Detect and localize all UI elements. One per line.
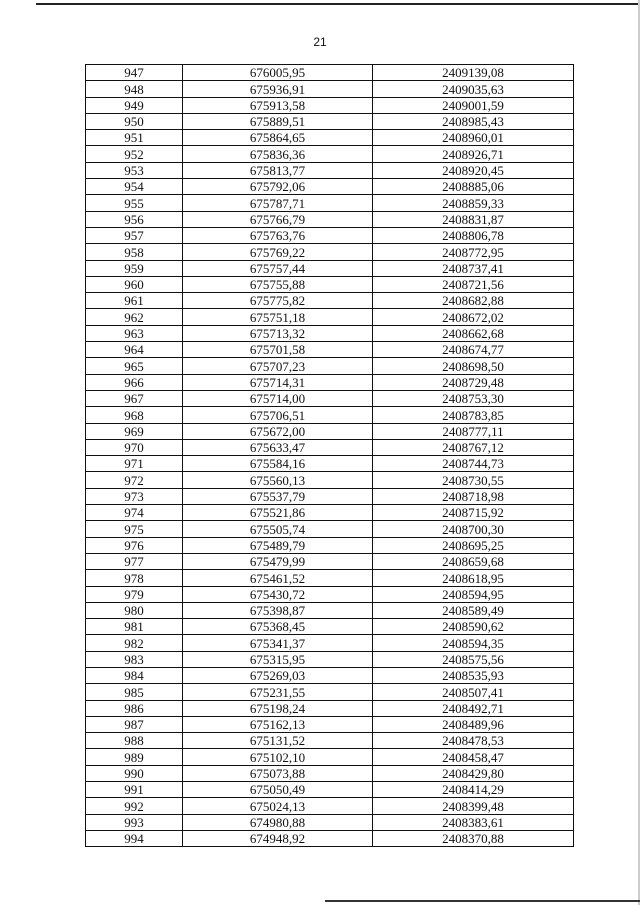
- y-coordinate-cell: 2408753,30: [373, 390, 574, 406]
- point-number-cell: 963: [86, 325, 183, 341]
- point-number-cell: 954: [86, 179, 183, 195]
- point-number-cell: 967: [86, 390, 183, 406]
- point-number-cell: 977: [86, 553, 183, 569]
- table-row: [86, 602, 574, 618]
- y-coordinate-cell: 2408618,95: [373, 570, 574, 586]
- point-number-cell: 993: [86, 814, 183, 830]
- y-coordinate-cell: 2408674,77: [373, 342, 574, 358]
- table-row: [86, 195, 574, 211]
- point-number-cell: 992: [86, 798, 183, 814]
- table-row: [86, 342, 574, 358]
- x-coordinate-cell: 675766,79: [183, 211, 373, 227]
- table-row: [86, 553, 574, 569]
- table-row: [86, 374, 574, 390]
- table-row: [86, 309, 574, 325]
- point-number-cell: 990: [86, 765, 183, 781]
- table-row: [86, 439, 574, 455]
- table-row: [86, 684, 574, 700]
- point-number-cell: 953: [86, 162, 183, 178]
- table-row: [86, 325, 574, 341]
- table-row: [86, 146, 574, 162]
- x-coordinate-cell: 675913,58: [183, 97, 373, 113]
- y-coordinate-cell: 2408414,29: [373, 782, 574, 798]
- x-coordinate-cell: 675050,49: [183, 782, 373, 798]
- point-number-cell: 948: [86, 81, 183, 97]
- page-number: 21: [313, 35, 327, 49]
- y-coordinate-cell: 2408662,68: [373, 325, 574, 341]
- table-row: [86, 488, 574, 504]
- x-coordinate-cell: 675505,74: [183, 521, 373, 537]
- point-number-cell: 969: [86, 423, 183, 439]
- point-number-cell: 974: [86, 505, 183, 521]
- x-coordinate-cell: 675537,79: [183, 488, 373, 504]
- x-coordinate-cell: 674980,88: [183, 814, 373, 830]
- x-coordinate-cell: 675521,86: [183, 505, 373, 521]
- point-number-cell: 951: [86, 130, 183, 146]
- table-row: [86, 276, 574, 292]
- table-row: [86, 472, 574, 488]
- y-coordinate-cell: 2408772,95: [373, 244, 574, 260]
- point-number-cell: 973: [86, 488, 183, 504]
- x-coordinate-cell: 675073,88: [183, 765, 373, 781]
- x-coordinate-cell: 675792,06: [183, 179, 373, 195]
- point-number-cell: 959: [86, 260, 183, 276]
- y-coordinate-cell: 2408489,96: [373, 716, 574, 732]
- point-number-cell: 956: [86, 211, 183, 227]
- y-coordinate-cell: 2408715,92: [373, 505, 574, 521]
- table-row: [86, 65, 574, 81]
- point-number-cell: 978: [86, 570, 183, 586]
- coordinates-table-body: [86, 65, 574, 847]
- x-coordinate-cell: 675813,77: [183, 162, 373, 178]
- table-row: [86, 423, 574, 439]
- y-coordinate-cell: 2408507,41: [373, 684, 574, 700]
- table-row: [86, 81, 574, 97]
- y-coordinate-cell: 2408695,25: [373, 537, 574, 553]
- point-number-cell: 984: [86, 667, 183, 683]
- y-coordinate-cell: 2408985,43: [373, 113, 574, 129]
- point-number-cell: 958: [86, 244, 183, 260]
- x-coordinate-cell: 675751,18: [183, 309, 373, 325]
- y-coordinate-cell: 2408672,02: [373, 309, 574, 325]
- x-coordinate-cell: 675775,82: [183, 293, 373, 309]
- table-row: [86, 97, 574, 113]
- x-coordinate-cell: 675479,99: [183, 553, 373, 569]
- y-coordinate-cell: 2408737,41: [373, 260, 574, 276]
- y-coordinate-cell: 2408429,80: [373, 765, 574, 781]
- table-row: [86, 211, 574, 227]
- point-number-cell: 972: [86, 472, 183, 488]
- y-coordinate-cell: 2409035,63: [373, 81, 574, 97]
- x-coordinate-cell: 675269,03: [183, 667, 373, 683]
- x-coordinate-cell: 675757,44: [183, 260, 373, 276]
- y-coordinate-cell: 2408594,35: [373, 635, 574, 651]
- point-number-cell: 961: [86, 293, 183, 309]
- point-number-cell: 988: [86, 733, 183, 749]
- point-number-cell: 966: [86, 374, 183, 390]
- table-row: [86, 521, 574, 537]
- y-coordinate-cell: 2408767,12: [373, 439, 574, 455]
- point-number-cell: 952: [86, 146, 183, 162]
- x-coordinate-cell: 675787,71: [183, 195, 373, 211]
- x-coordinate-cell: 675864,65: [183, 130, 373, 146]
- y-coordinate-cell: 2408370,88: [373, 830, 574, 846]
- y-coordinate-cell: 2408806,78: [373, 227, 574, 243]
- point-number-cell: 947: [86, 65, 183, 81]
- table-row: [86, 570, 574, 586]
- table-row: [86, 179, 574, 195]
- x-coordinate-cell: 675755,88: [183, 276, 373, 292]
- point-number-cell: 991: [86, 782, 183, 798]
- point-number-cell: 971: [86, 456, 183, 472]
- point-number-cell: 957: [86, 227, 183, 243]
- y-coordinate-cell: 2408492,71: [373, 700, 574, 716]
- coordinates-table: [85, 64, 574, 847]
- point-number-cell: 986: [86, 700, 183, 716]
- x-coordinate-cell: 675706,51: [183, 407, 373, 423]
- table-row: [86, 505, 574, 521]
- point-number-cell: 981: [86, 619, 183, 635]
- table-row: [86, 700, 574, 716]
- y-coordinate-cell: 2408729,48: [373, 374, 574, 390]
- x-coordinate-cell: 675701,58: [183, 342, 373, 358]
- table-row: [86, 749, 574, 765]
- x-coordinate-cell: 675714,31: [183, 374, 373, 390]
- y-coordinate-cell: 2408859,33: [373, 195, 574, 211]
- y-coordinate-cell: 2408920,45: [373, 162, 574, 178]
- x-coordinate-cell: 675398,87: [183, 602, 373, 618]
- point-number-cell: 989: [86, 749, 183, 765]
- table-row: [86, 260, 574, 276]
- table-row: [86, 456, 574, 472]
- y-coordinate-cell: 2408478,53: [373, 733, 574, 749]
- x-coordinate-cell: 674948,92: [183, 830, 373, 846]
- x-coordinate-cell: 675162,13: [183, 716, 373, 732]
- y-coordinate-cell: 2408458,47: [373, 749, 574, 765]
- y-coordinate-cell: 2408399,48: [373, 798, 574, 814]
- x-coordinate-cell: 676005,95: [183, 65, 373, 81]
- x-coordinate-cell: 675936,91: [183, 81, 373, 97]
- y-coordinate-cell: 2408590,62: [373, 619, 574, 635]
- x-coordinate-cell: 675461,52: [183, 570, 373, 586]
- x-coordinate-cell: 675430,72: [183, 586, 373, 602]
- x-coordinate-cell: 675707,23: [183, 358, 373, 374]
- x-coordinate-cell: 675368,45: [183, 619, 373, 635]
- y-coordinate-cell: 2408700,30: [373, 521, 574, 537]
- point-number-cell: 965: [86, 358, 183, 374]
- table-row: [86, 830, 574, 846]
- table-row: [86, 716, 574, 732]
- y-coordinate-cell: 2408777,11: [373, 423, 574, 439]
- table-row: [86, 619, 574, 635]
- point-number-cell: 979: [86, 586, 183, 602]
- point-number-cell: 960: [86, 276, 183, 292]
- point-number-cell: 949: [86, 97, 183, 113]
- y-coordinate-cell: 2408589,49: [373, 602, 574, 618]
- point-number-cell: 968: [86, 407, 183, 423]
- table-row: [86, 390, 574, 406]
- y-coordinate-cell: 2408926,71: [373, 146, 574, 162]
- y-coordinate-cell: 2409139,08: [373, 65, 574, 81]
- x-coordinate-cell: 675633,47: [183, 439, 373, 455]
- point-number-cell: 955: [86, 195, 183, 211]
- y-coordinate-cell: 2408698,50: [373, 358, 574, 374]
- y-coordinate-cell: 2408885,06: [373, 179, 574, 195]
- point-number-cell: 985: [86, 684, 183, 700]
- y-coordinate-cell: 2408575,56: [373, 651, 574, 667]
- table-row: [86, 113, 574, 129]
- y-coordinate-cell: 2408831,87: [373, 211, 574, 227]
- x-coordinate-cell: 675584,16: [183, 456, 373, 472]
- y-coordinate-cell: 2408960,01: [373, 130, 574, 146]
- x-coordinate-cell: 675341,37: [183, 635, 373, 651]
- table-row: [86, 162, 574, 178]
- scan-edge-top: [36, 3, 640, 5]
- table-row: [86, 130, 574, 146]
- point-number-cell: 970: [86, 439, 183, 455]
- table-row: [86, 667, 574, 683]
- table-row: [86, 586, 574, 602]
- point-number-cell: 982: [86, 635, 183, 651]
- y-coordinate-cell: 2408383,61: [373, 814, 574, 830]
- table-row: [86, 651, 574, 667]
- x-coordinate-cell: 675198,24: [183, 700, 373, 716]
- point-number-cell: 964: [86, 342, 183, 358]
- y-coordinate-cell: 2408718,98: [373, 488, 574, 504]
- y-coordinate-cell: 2409001,59: [373, 97, 574, 113]
- x-coordinate-cell: 675489,79: [183, 537, 373, 553]
- point-number-cell: 950: [86, 113, 183, 129]
- y-coordinate-cell: 2408730,55: [373, 472, 574, 488]
- x-coordinate-cell: 675560,13: [183, 472, 373, 488]
- y-coordinate-cell: 2408659,68: [373, 553, 574, 569]
- x-coordinate-cell: 675713,32: [183, 325, 373, 341]
- y-coordinate-cell: 2408682,88: [373, 293, 574, 309]
- scan-edge-bottom: [325, 900, 640, 902]
- point-number-cell: 976: [86, 537, 183, 553]
- y-coordinate-cell: 2408783,85: [373, 407, 574, 423]
- point-number-cell: 962: [86, 309, 183, 325]
- table-row: [86, 814, 574, 830]
- x-coordinate-cell: 675889,51: [183, 113, 373, 129]
- point-number-cell: 987: [86, 716, 183, 732]
- point-number-cell: 994: [86, 830, 183, 846]
- x-coordinate-cell: 675024,13: [183, 798, 373, 814]
- y-coordinate-cell: 2408594,95: [373, 586, 574, 602]
- table-row: [86, 798, 574, 814]
- x-coordinate-cell: 675714,00: [183, 390, 373, 406]
- x-coordinate-cell: 675131,52: [183, 733, 373, 749]
- table-row: [86, 244, 574, 260]
- table-row: [86, 537, 574, 553]
- y-coordinate-cell: 2408721,56: [373, 276, 574, 292]
- x-coordinate-cell: 675836,36: [183, 146, 373, 162]
- x-coordinate-cell: 675231,55: [183, 684, 373, 700]
- table-row: [86, 407, 574, 423]
- x-coordinate-cell: 675672,00: [183, 423, 373, 439]
- point-number-cell: 980: [86, 602, 183, 618]
- table-row: [86, 733, 574, 749]
- x-coordinate-cell: 675315,95: [183, 651, 373, 667]
- point-number-cell: 975: [86, 521, 183, 537]
- point-number-cell: 983: [86, 651, 183, 667]
- table-row: [86, 635, 574, 651]
- table-row: [86, 782, 574, 798]
- x-coordinate-cell: 675102,10: [183, 749, 373, 765]
- table-row: [86, 293, 574, 309]
- table-row: [86, 227, 574, 243]
- table-row: [86, 358, 574, 374]
- x-coordinate-cell: 675769,22: [183, 244, 373, 260]
- y-coordinate-cell: 2408744,73: [373, 456, 574, 472]
- table-row: [86, 765, 574, 781]
- x-coordinate-cell: 675763,76: [183, 227, 373, 243]
- y-coordinate-cell: 2408535,93: [373, 667, 574, 683]
